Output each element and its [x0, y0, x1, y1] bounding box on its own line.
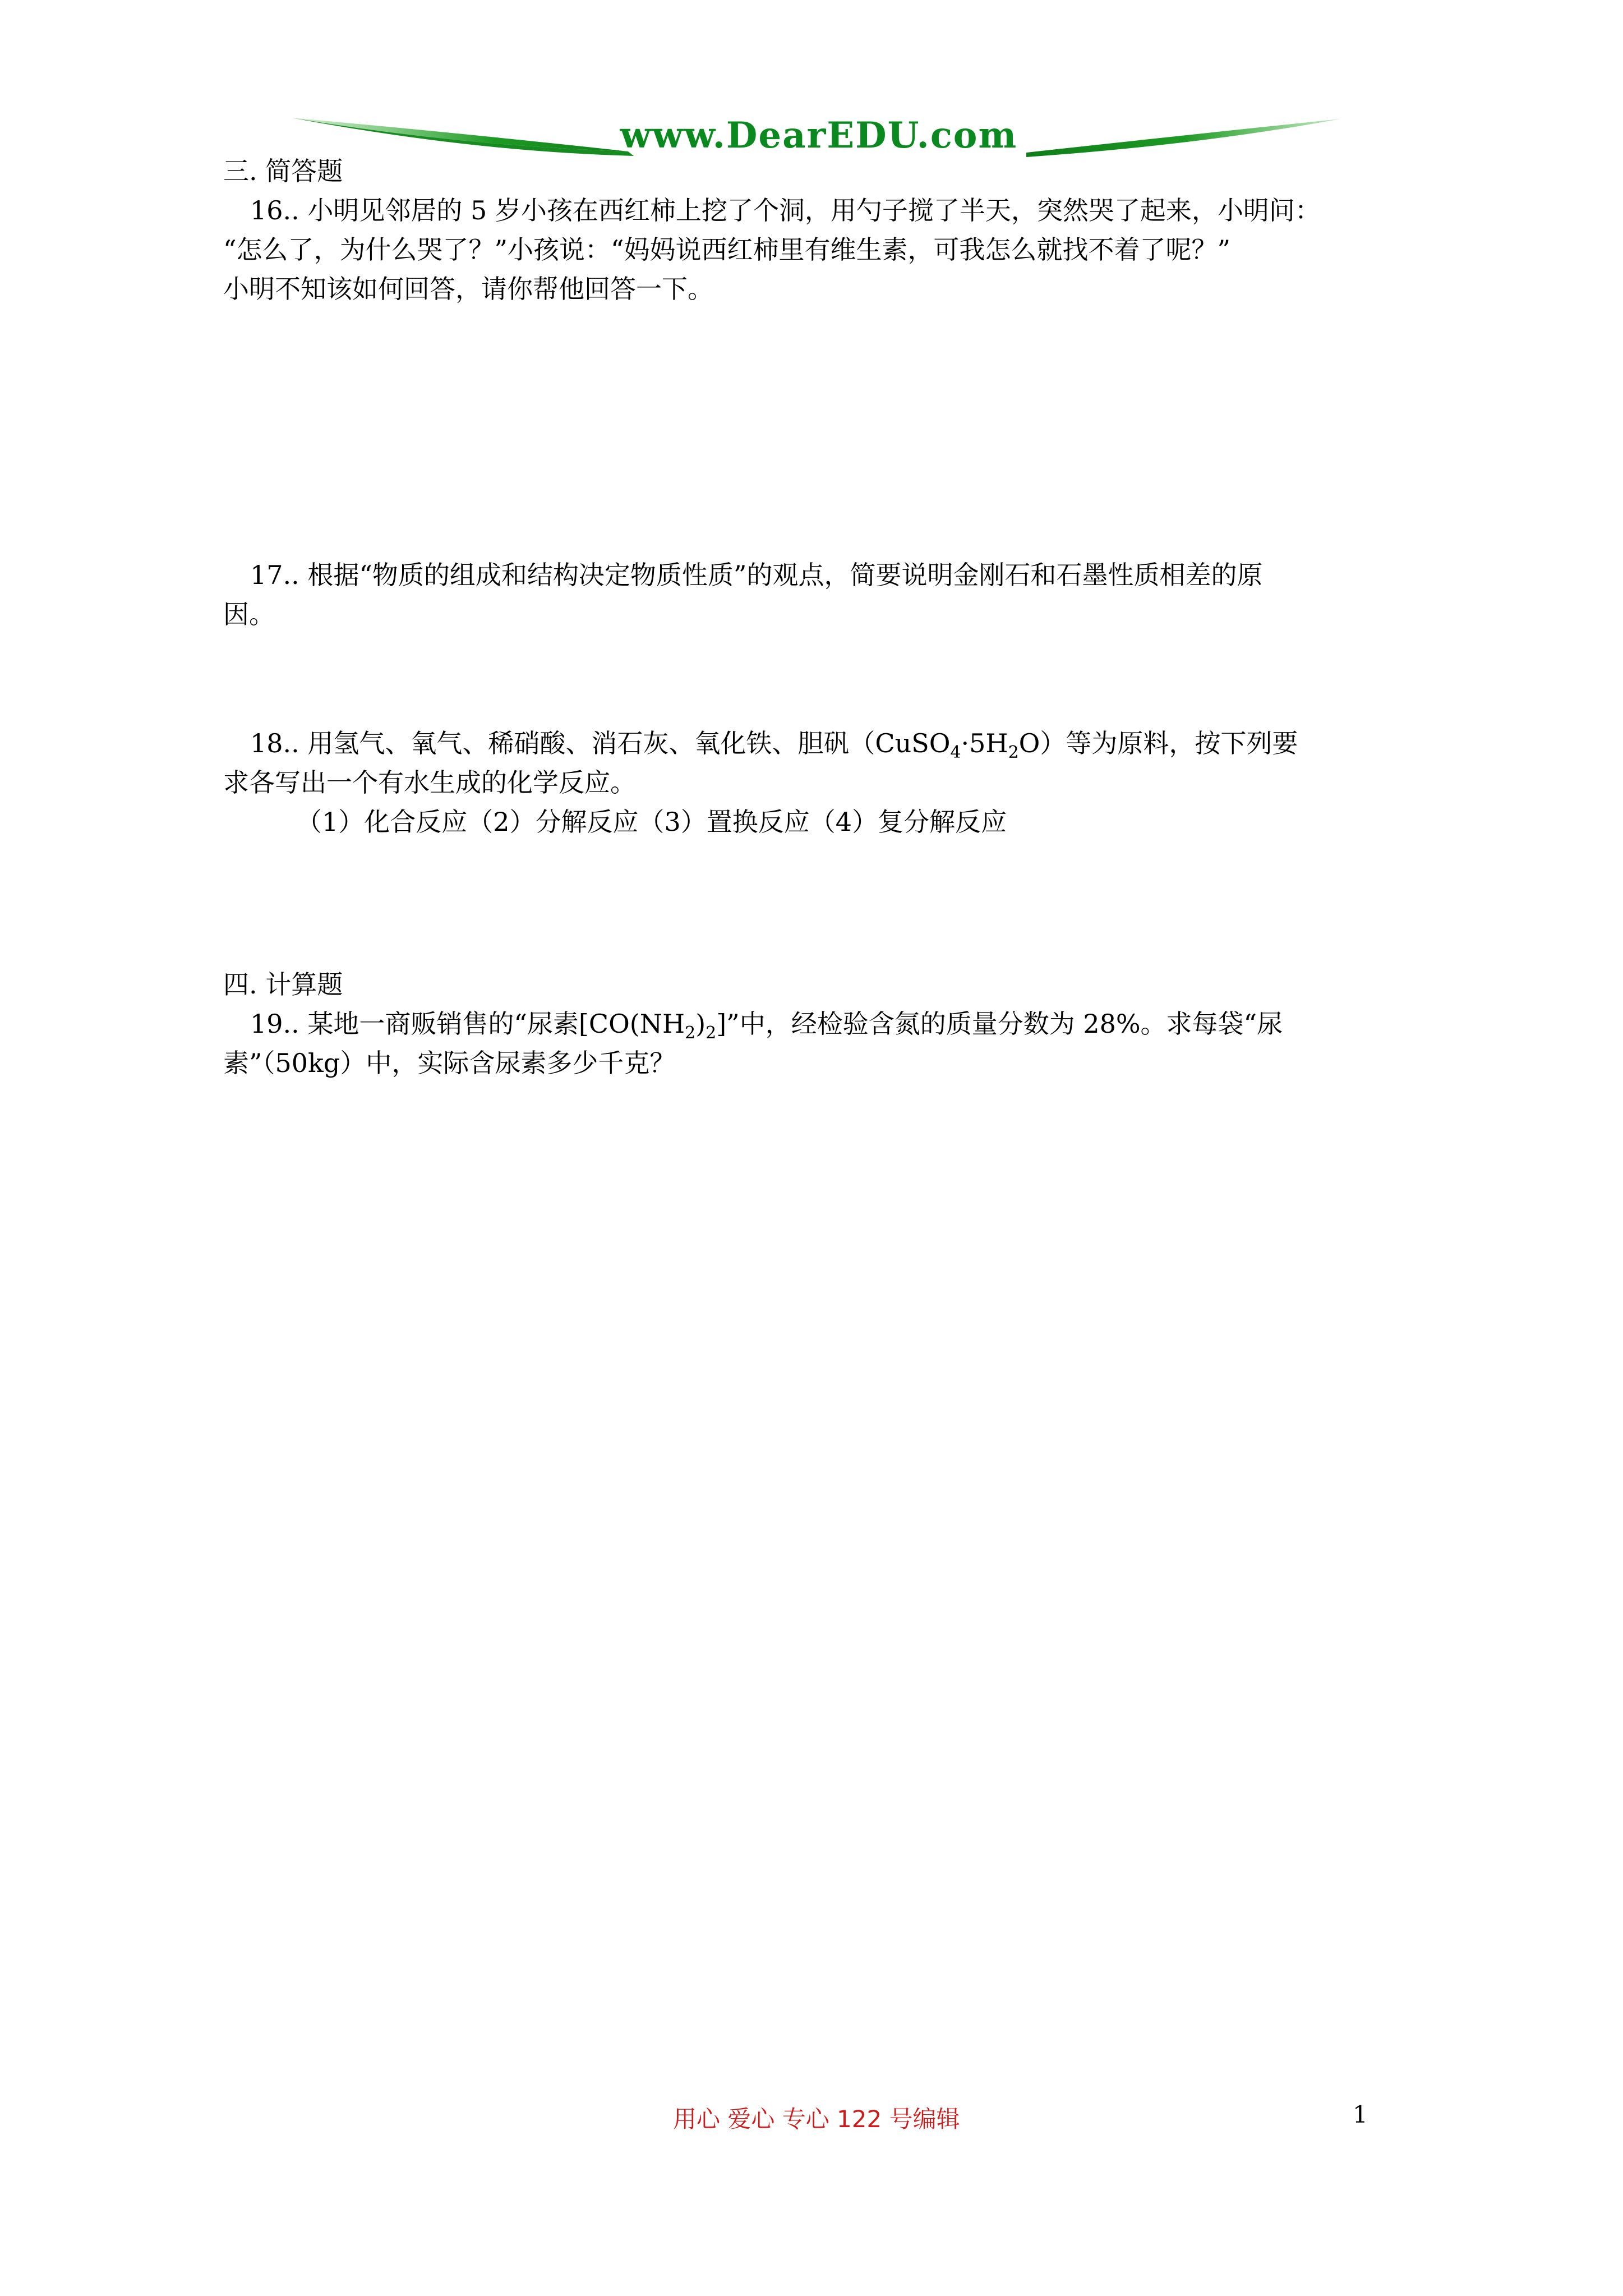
- subscript: 2: [706, 1023, 717, 1043]
- subscript: 2: [685, 1023, 696, 1043]
- question-text: O）等为原料，按下列要: [1018, 728, 1298, 758]
- document-body: [223, 151, 1418, 1083]
- question-18: [223, 724, 1418, 802]
- section-title-short-answer: 三. 简答题: [223, 156, 343, 186]
- question-text: 根据“物质的组成和结构决定物质性质”的观点，简要说明金刚石和石墨性质相差的原: [307, 560, 1263, 590]
- question-18-options: （1）化合反应（2）分解反应（3）置换反应（4）复分解反应: [296, 807, 1007, 837]
- question-number: 18..: [250, 728, 299, 758]
- question-text: “怎么了，为什么哭了？”小孩说：“妈妈说西红柿里有维生素，可我怎么就找不着了呢？”: [223, 234, 1231, 265]
- question-text: 求各写出一个有水生成的化学反应。: [223, 767, 636, 798]
- question-text: 素”（50kg）中，实际含尿素多少千克？: [223, 1048, 676, 1078]
- answer-space: [223, 841, 1418, 965]
- subscript: 4: [950, 743, 961, 762]
- subscript: 2: [1008, 743, 1019, 762]
- section-title-calculation: 四. 计算题: [223, 969, 343, 1000]
- site-name: www.DearEDU.com: [620, 114, 1018, 157]
- question-text: 小明不知该如何回答，请你帮他回答一下。: [223, 274, 713, 304]
- question-number: 17..: [250, 560, 299, 590]
- question-number: 16..: [250, 195, 299, 226]
- question-text: 小明见邻居的 5 岁小孩在西红柿上挖了个洞，用勺子搅了半天，突然哭了起来，小明问：: [307, 195, 1321, 226]
- question-text: ]”中，经检验含氮的质量分数为 28%。求每袋“尿: [716, 1009, 1283, 1039]
- page-footer: 用心 爱心 专心 122 号编辑: [673, 2105, 960, 2133]
- page-number: 1: [1353, 2101, 1368, 2128]
- question-16: [223, 191, 1418, 309]
- question-17: [223, 555, 1418, 634]
- question-text: ·5H: [961, 728, 1008, 758]
- question-text: 因。: [223, 599, 275, 629]
- question-19: [223, 1004, 1418, 1083]
- question-number: 19..: [250, 1009, 299, 1039]
- question-text: ): [695, 1009, 706, 1039]
- question-text: 某地一商贩销售的“尿素[CO(NH: [307, 1009, 685, 1039]
- answer-space: [223, 309, 1418, 555]
- question-text: 用氢气、氧气、稀硝酸、消石灰、氧化铁、胆矾（CuSO: [307, 728, 951, 758]
- answer-space: [223, 634, 1418, 724]
